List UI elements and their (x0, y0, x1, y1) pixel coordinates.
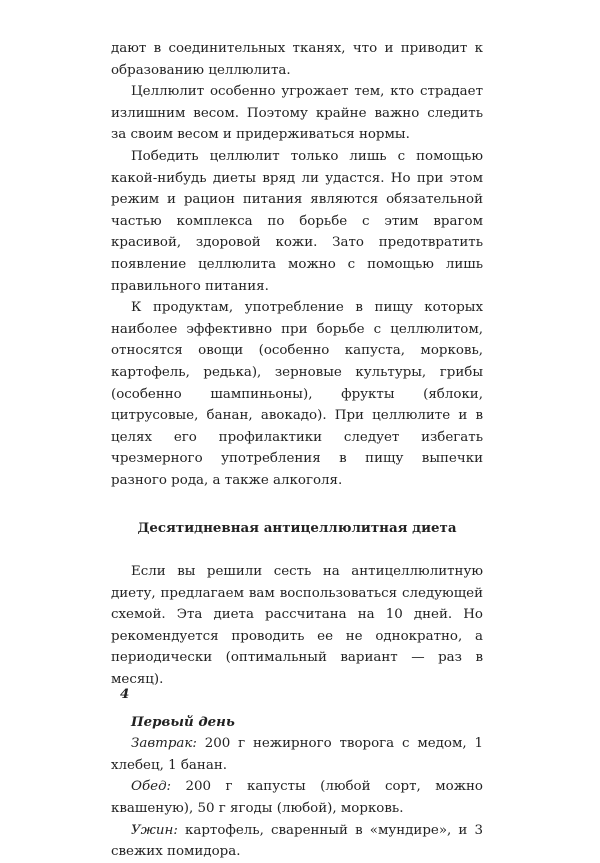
lunch-label: Обед: (131, 779, 172, 795)
breakfast-text: 200 г нежирного творога с медом, 1 хлебец, 1 банан. (111, 736, 483, 773)
paragraph-products: К продуктам, употребление в пищу которых наиболее эффективно при борьбе с целлюлитом, относятся овощи (особенно капуста, морковь, картофель, редька), зерновые культуры, грибы (особенно шампиньоны), фрукты (яблоки, цитрусовые, банан, авокадо). При целлюлите и в целях его профилактики следует избегать чрезмерного употребления в пищу выпечки разного рода, а также алкоголя. (111, 300, 483, 488)
paragraph-overweight: Целлюлит особенно угрожает тем, кто страдает излишним весом. Поэтому крайне важно следить за своим весом и придерживаться нормы. (111, 84, 483, 143)
day-title: Первый день (131, 713, 235, 730)
day-one-block (111, 712, 483, 863)
section-title: Десятидневная антицеллюлитная диета (137, 520, 457, 537)
page-body (111, 38, 483, 863)
dinner-label: Ужин: (131, 822, 178, 838)
lunch-text: 200 г капусты (любой сорт, можно квашеную), 50 г ягоды (любой), морковь. (111, 779, 483, 816)
page-number: 4 (120, 686, 130, 702)
breakfast-label: Завтрак: (131, 736, 197, 752)
dinner-text: картофель, сваренный в «мундире», и 3 свежих помидора. (111, 822, 483, 860)
paragraph-continuation: дают в соединительных тканях, что и приводит к образованию целлюлита. (111, 41, 483, 78)
meal-lunch (111, 776, 483, 819)
section-intro: Если вы решили сесть на антицеллюлитную диету, предлагаем вам воспользоваться следующей схемой. Эта диета рассчитана на 10 дней. Но рекомендуется проводить ее не однократно, а периодически (оптимальный вариант — раз в месяц). (111, 564, 483, 688)
paragraph-diet: Победить целлюлит только лишь с помощью какой-нибудь диеты вряд ли удастся. Но при этом режим и рацион питания являются обязательной частью комплекса по борьбе с этим врагом красивой, здоровой кожи. Зато предотвратить появление целлюлита можно с помощью лишь правильного питания. (111, 148, 483, 294)
meal-dinner (111, 820, 483, 863)
meal-breakfast (111, 733, 483, 776)
